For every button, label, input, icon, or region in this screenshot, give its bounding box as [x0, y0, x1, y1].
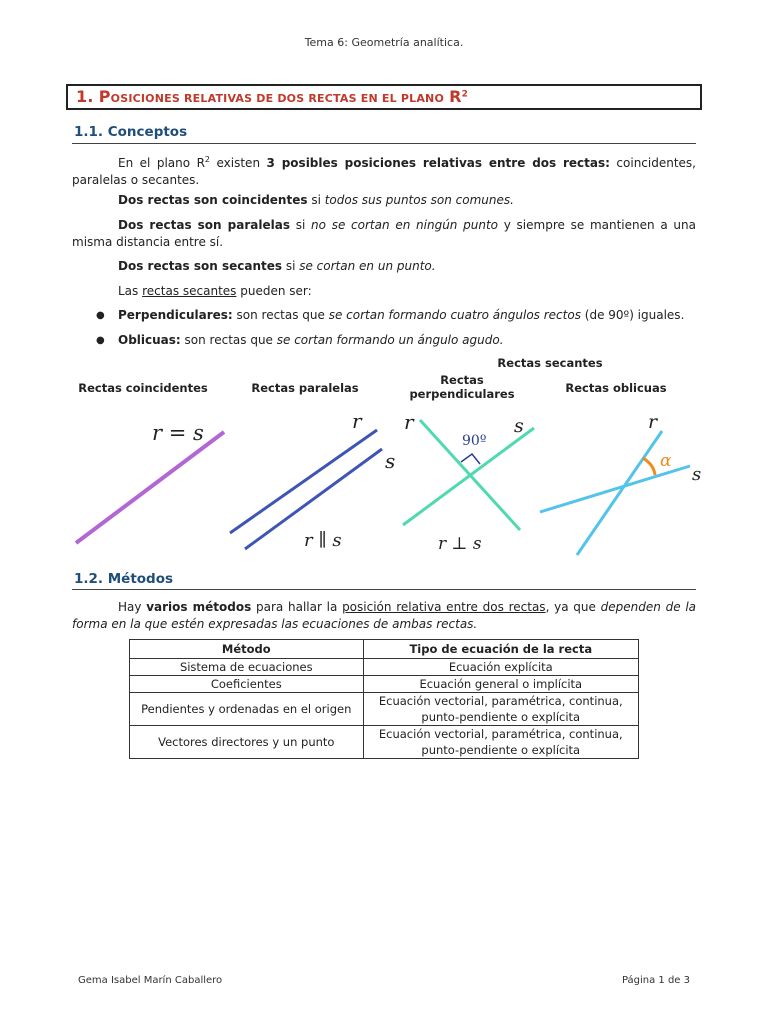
- table-row: [130, 693, 639, 726]
- table-cell-method: Pendientes y ordenadas en el origen: [130, 693, 364, 726]
- label-rectas-oblicuas: Rectas oblicuas: [565, 381, 667, 395]
- table-cell-type: Ecuación explícita: [363, 659, 638, 676]
- label-paralela-s: s: [385, 449, 396, 473]
- label-paralela-r: r: [352, 409, 362, 433]
- bullet-oblicuas: ● Oblicuas: son rectas que se cortan formando un ángulo agudo.: [96, 333, 504, 347]
- paragraph-coincidentes: Dos rectas son coincidentes si todos sus puntos son comunes.: [118, 193, 514, 207]
- right-angle-marker: [461, 454, 480, 464]
- line-coincidentes: [76, 432, 224, 543]
- section-number: 1.: [76, 87, 94, 106]
- paragraph-secantes: Dos rectas son secantes si se cortan en un punto.: [118, 259, 436, 273]
- section-title-text: OSICIONES RELATIVAS DE DOS RECTAS EN EL PLANO: [110, 92, 445, 105]
- label-r-parallel-s: r ∥ s: [304, 530, 342, 551]
- bullet-dot: ●: [96, 335, 105, 346]
- label-rectas-secantes: Rectas secantes: [497, 356, 603, 370]
- label-alpha: α: [660, 451, 672, 471]
- line-paralela-r: [230, 430, 377, 533]
- paragraph-intro: En el plano $R^2$ existen 3 posibles posiciones relativas entre dos rectas: coincidentes, paralelas o secantes.: [72, 155, 696, 187]
- label-perpendicular-r: r: [404, 410, 414, 434]
- table-cell-method: Coeficientes: [130, 676, 364, 693]
- table-cell-type: Ecuación vectorial, paramétrica, continua, punto-pendiente o explícita: [363, 693, 638, 726]
- table-row: [130, 676, 639, 693]
- table-header-metodo: Método: [130, 640, 364, 659]
- footer-author: Gema Isabel Marín Caballero: [78, 975, 223, 986]
- subsection-title-metodos: 1.2. Métodos: [74, 571, 174, 587]
- subsection-rule: [72, 589, 696, 590]
- paragraph-rectas-secantes: Las rectas secantes pueden ser:: [118, 284, 312, 298]
- label-rectas-perpendiculares: Rectas perpendiculares: [409, 373, 515, 401]
- table-cell-type: Ecuación general o implícita: [363, 676, 638, 693]
- label-oblicua-r: r: [648, 411, 658, 433]
- bullet-perpendiculares: ● Perpendiculares: son rectas que se cortan formando cuatro ángulos rectos (de 90º) iguales.: [96, 308, 685, 322]
- table-cell-method: Vectores directores y un punto: [130, 726, 364, 759]
- angle-arc-alpha: [643, 458, 655, 475]
- paragraph-metodos: Hay varios métodos para hallar la posición relativa entre dos rectas, ya que dependen de la forma en la que estén expresadas las ecuaciones de ambas rectas.: [72, 600, 697, 631]
- relative-positions-diagram: [0, 400, 768, 565]
- section-sup: 2: [461, 89, 469, 100]
- page-header: Tema 6: Geometría analítica.: [304, 36, 464, 49]
- label-rectas-coincidentes: Rectas coincidentes: [78, 381, 208, 395]
- table-cell-type: Ecuación vectorial, paramétrica, continua, punto-pendiente o explícita: [363, 726, 638, 759]
- section-space: R: [449, 87, 462, 106]
- label-perpendicular-s: s: [514, 415, 524, 437]
- table-cell-method: Sistema de ecuaciones: [130, 659, 364, 676]
- table-row: [130, 659, 639, 676]
- paragraph-paralelas: Dos rectas son paralelas si no se cortan en ningún punto y siempre se mantienen a una misma distancia entre sí.: [72, 218, 696, 249]
- line-oblicua-r: [577, 431, 662, 555]
- section-initial: P: [98, 87, 111, 106]
- subsection-rule: [72, 143, 696, 144]
- bullet-dot: ●: [96, 310, 105, 321]
- label-r-perp-s: r ⊥ s: [438, 534, 482, 554]
- subsection-title-conceptos: 1.1. Conceptos: [74, 124, 188, 140]
- methods-table: [129, 639, 639, 759]
- table-header-tipo: Tipo de ecuación de la recta: [363, 640, 638, 659]
- label-90-degrees: 90º: [462, 433, 487, 449]
- label-oblicua-s: s: [692, 464, 702, 485]
- section-title: [76, 87, 468, 106]
- footer-page-number: Página 1 de 3: [621, 975, 690, 986]
- table-row: [130, 726, 639, 759]
- line-oblicua-s: [540, 466, 690, 512]
- label-rectas-paralelas: Rectas paralelas: [251, 381, 359, 395]
- table-header-row: [130, 640, 639, 659]
- label-r-equals-s: r = s: [152, 421, 204, 445]
